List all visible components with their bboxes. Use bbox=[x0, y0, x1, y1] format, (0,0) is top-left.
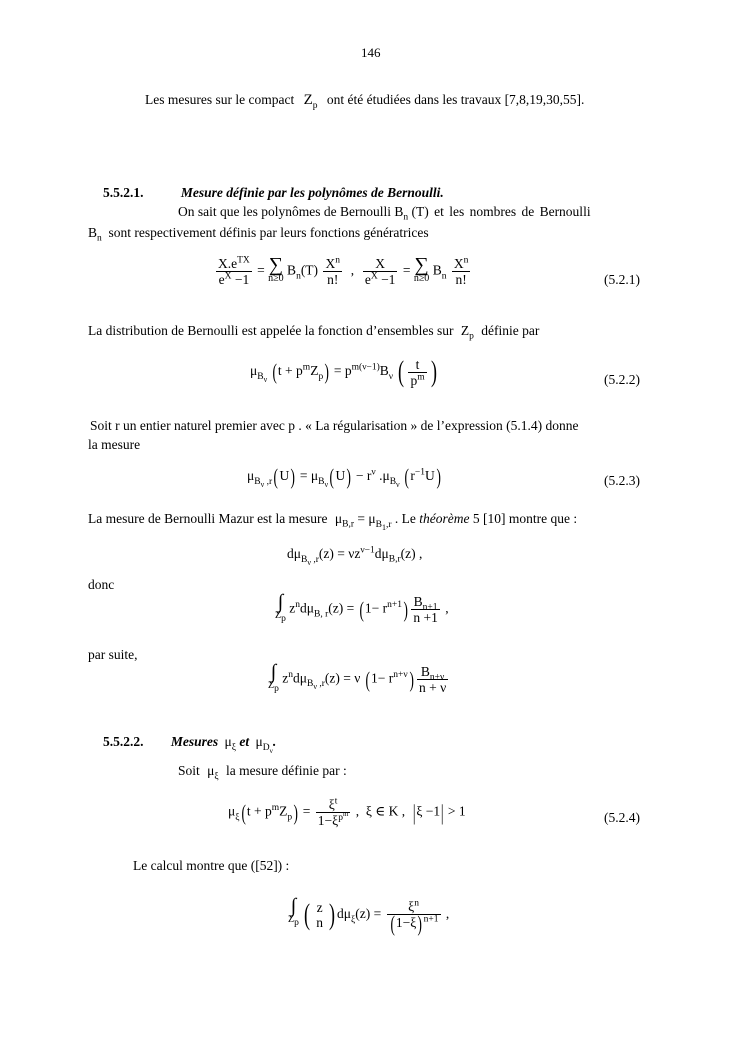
distribution-text: La distribution de Bernoulli est appelée la fonction d’ensembles sur $Z_p$ définie par bbox=[88, 323, 540, 342]
donc-word: donc bbox=[88, 577, 115, 592]
soit-xi-text: la mesure définie par : bbox=[226, 763, 347, 778]
par-suite-word: par suite, bbox=[88, 647, 138, 662]
section-heading-1 bbox=[103, 185, 444, 201]
intro-text-before: Les mesures sur le compact bbox=[145, 92, 295, 107]
para-text: On sait que les polynômes de Bernoulli B bbox=[178, 204, 404, 219]
dist-text-before: La distribution de Bernoulli est appelée la fonction d’ensembles sur bbox=[88, 323, 454, 338]
intro-text-after: ont été étudiées dans les travaux [7,8,19,30,55]. bbox=[326, 92, 585, 107]
equation-5-2-1: $\frac{X.e^{TX}}{e^X -1}$ = ∑ n≥0 $B_n(T)$ $\frac{X^n}{n!}$ , $\frac{X}{e^X -1}$ = ∑ n≥0 $B_n$ $\frac{X^n}{n!}$ bbox=[218, 253, 469, 287]
soit-word: Soit bbox=[178, 763, 200, 778]
section-number: 5.5.2.1. bbox=[103, 185, 144, 200]
section-title: Mesure définie par les polynômes de Bernoulli. bbox=[180, 185, 444, 200]
page-number: 146 bbox=[361, 45, 381, 60]
mazur-text-after-b: 5 [10] montre que : bbox=[472, 511, 578, 526]
section-heading-2 bbox=[103, 734, 277, 755]
section-number-2: 5.5.2.2. bbox=[103, 734, 144, 749]
equation-5-2-4: $\mu_\xi(t + p^mZ_p)$ = $\frac{\xi^t}{1-\xi^{p^m}}$ , ξ ∈ K , |ξ −1| > 1 bbox=[228, 796, 466, 828]
para-text-2: sont respectivement définis par leurs fonctions génératrices bbox=[108, 225, 429, 240]
para-text-b: (T) et les nombres de Bernoulli bbox=[411, 204, 591, 219]
paragraph-line-2: $B_n$ sont respectivement définis par leurs fonctions génératrices bbox=[88, 225, 429, 244]
section-title-2: Mesures $\mu_\xi$ et $\mu_{D_\nu}$. bbox=[170, 734, 277, 755]
calcul-line: Le calcul montre que ([52]) : bbox=[133, 858, 290, 873]
equation-dmu: $d\mu_{B_\nu ,r}(z) = \nu z^{\nu-1}d\mu_{B,r}(z)$ , bbox=[287, 545, 423, 567]
equation-5-2-2: $\mu_{B_\nu}$ $(t + p^mZ_p) = p^{m(\nu-1)}B_\nu$ ( $\frac{t}{p^m}$ ) bbox=[250, 355, 437, 388]
equation-integral-2: ∫ $Z_p$ $z^nd\mu_{B_\nu ,r}(z) = \nu$ $(1- r^{n+\nu})$ $\frac{B_{n+\nu}}{n + \nu}$ bbox=[268, 660, 447, 695]
equation-label-5-2-2: (5.2.2) bbox=[604, 372, 640, 387]
soit-r-line-2: la mesure bbox=[88, 437, 141, 452]
dist-text-after: définie par bbox=[481, 323, 540, 338]
symbol-Zp: $Z_p$ bbox=[303, 92, 318, 111]
mazur-text-before: La mesure de Bernoulli Mazur est la mesure bbox=[88, 511, 328, 526]
mazur-theoreme: théorème bbox=[419, 511, 470, 526]
equation-label-5-2-3: (5.2.3) bbox=[604, 473, 640, 488]
equation-label-5-2-1: (5.2.1) bbox=[604, 272, 640, 287]
intro-line bbox=[145, 92, 584, 109]
paragraph-line-1: On sait que les polynômes de Bernoulli $B_n$ (T) et les nombres de Bernoulli bbox=[178, 204, 591, 223]
equation-integral-1: ∫ $Z_p$ $z^nd\mu_{B, r}(z) = (1- r^{n+1})$ $\frac{B_{n+1}}{n +1}$ , bbox=[275, 590, 449, 625]
mazur-line: La mesure de Bernoulli Mazur est la mesure $\mu_{B,r} = \mu_{B_1,r}$ . Le théorème 5 [10] montre que : bbox=[88, 511, 578, 532]
equation-final-integral: ∫ $Z_p$ ( z n ) $d\mu_\xi(z)$ = $\frac{\xi^n}{(1-\xi)^{n+1}}$ , bbox=[288, 894, 450, 937]
soit-r-line-1: Soit r un entier naturel premier avec p . « La régularisation » de l’expression (5.1.4) donne bbox=[90, 418, 579, 433]
mazur-text-after-a: . Le bbox=[394, 511, 416, 526]
soit-xi-line: Soit $\mu_\xi$ la mesure définie par : bbox=[178, 763, 347, 782]
equation-label-5-2-4: (5.2.4) bbox=[604, 810, 640, 825]
equation-5-2-3: $\mu_{B_\nu ,r}(U) = \mu_{B_\nu}(U) - r^\nu$ $.\mu_{B_\nu}$ $(r^{-1}U)$ bbox=[247, 464, 441, 489]
